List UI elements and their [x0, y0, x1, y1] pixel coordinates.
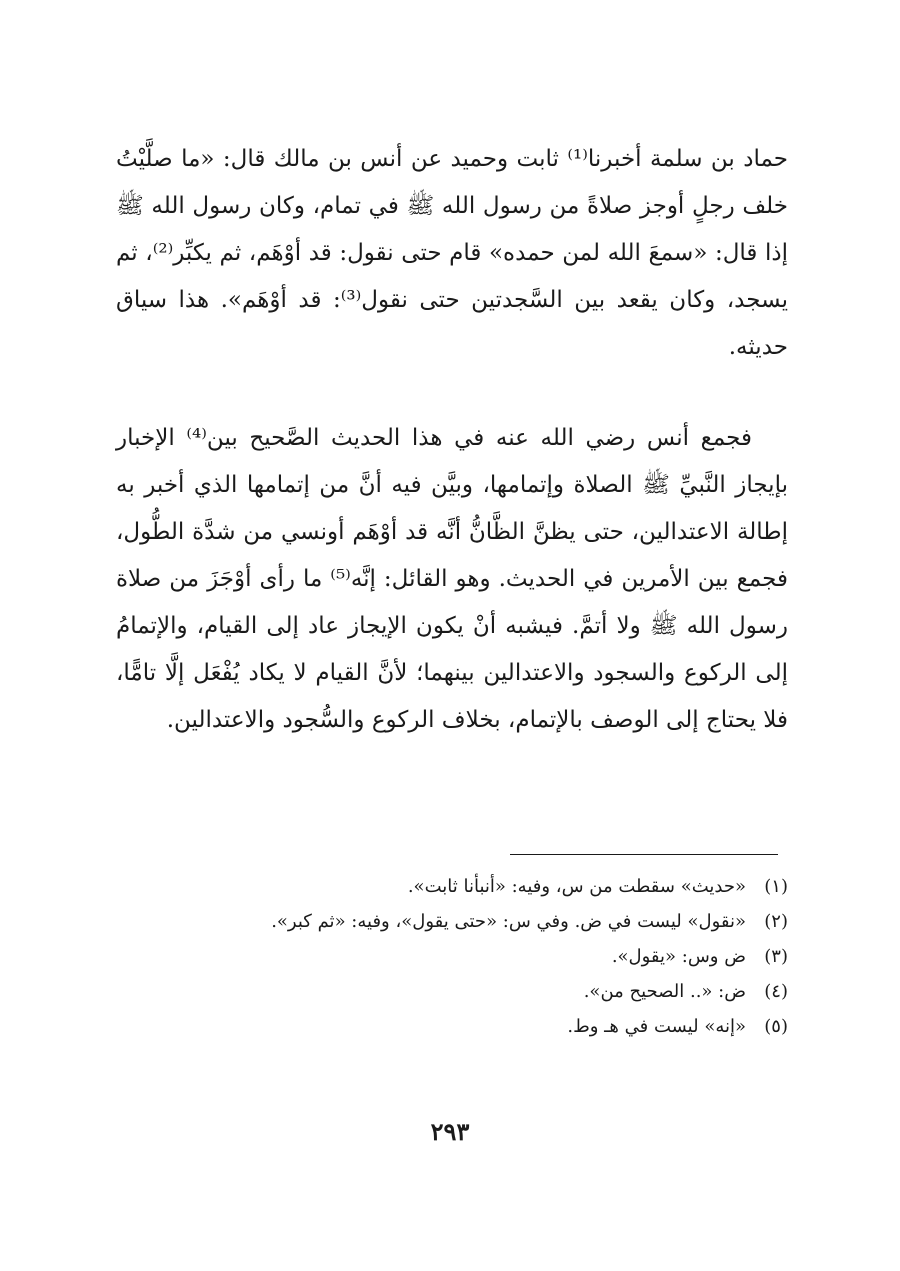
paragraph-text: حماد بن سلمة أخبرنا⁽¹⁾ ثابت وحميد عن أنس بن مالك قال: «ما صلَّيْتُ خلف رجلٍ أوجز صلاةً من رسول الله ﷺ في تمام، وكان رسول الله ﷺ إذا قال: «سمعَ الله لمن حمده» قام حتى نقول: قد أوْهَم، ثم يكبِّر⁽²⁾، ثم يسجد، وكان يقعد بين السَّجدتين حتى نقول⁽³⁾: قد أوْهَم». هذا سياق حديثه.: [116, 146, 789, 360]
footnotes-list: [116, 872, 788, 1047]
page-number: ٢٩٣: [430, 1117, 470, 1146]
footnote-item: [116, 942, 788, 971]
footnote-text: ض وس: «يقول».: [611, 946, 746, 967]
footnote-number: (٥): [764, 1016, 788, 1037]
main-paragraph-2: [116, 415, 788, 744]
footnote-item: [116, 907, 788, 936]
footnote-text: «إنه» ليست في هـ وط.: [567, 1016, 746, 1037]
paragraph-text: فجمع أنس رضي الله عنه في هذا الحديث الصَّحيح بين⁽⁴⁾ الإخبار بإيجاز النَّبيِّ ﷺ الصلاة وإتمامها، وبيَّن فيه أنَّ من إتمامها الذي أخبر به إطالة الاعتدالين، حتى يظنَّ الظَّانُّ أنَّه قد أوْهَم أونسي من شدَّة الطُّول، فجمع بين الأمرين في الحديث. وهو القائل: إنَّه⁽⁵⁾ ما رأى أوْجَزَ من صلاة رسول الله ﷺ ولا أتمَّ. فيشبه أنْ يكون الإيجاز عاد إلى القيام، والإتمامُ إلى الركوع والسجود والاعتدالين بينهما؛ لأنَّ القيام لا يكاد يُفْعَل إلَّا تامًّا، فلا يحتاج إلى الوصف بالإتمام، بخلاف الركوع والسُّجود والاعتدالين.: [116, 425, 788, 733]
footnote-separator: [510, 854, 778, 855]
footnote-number: (١): [764, 876, 788, 897]
footnote-text: «حديث» سقطت من س، وفيه: «أنبأنا ثابت».: [407, 876, 746, 897]
footnote-text: «نقول» ليست في ض. وفي س: «حتى يقول»، وفيه: «ثم كبر».: [271, 911, 746, 932]
footnote-number: (٤): [764, 981, 788, 1002]
footnote-item: [116, 872, 788, 901]
main-paragraph-1: [116, 136, 788, 371]
footnote-item: [116, 1012, 788, 1041]
footnote-item: [116, 977, 788, 1006]
footnote-number: (٣): [764, 946, 788, 967]
footnote-text: ض: «.. الصحيح من».: [583, 981, 746, 1002]
footnote-number: (٢): [764, 911, 788, 932]
